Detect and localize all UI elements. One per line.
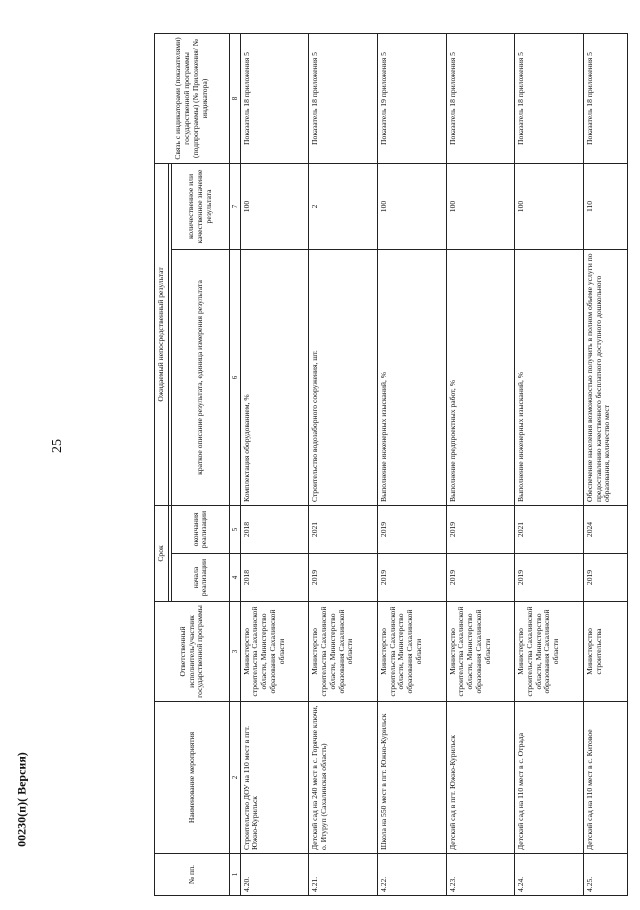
document-code: 00230(п)( Версия) (14, 752, 29, 847)
row-num: 4.24. (515, 854, 584, 896)
header-end: окончания реализации (171, 505, 229, 553)
row-end: 2018 (240, 505, 309, 553)
row-responsible: Министерство строительства Сахалинской области, Министерство образования Сахалинской области (378, 602, 447, 702)
row-link: Показатель 18 приложения 5 (515, 33, 584, 163)
row-link: Показатель 18 приложения 5 (583, 33, 627, 163)
row-responsible: Министерство строительства Сахалинской области, Министерство образования Сахалинской области (446, 602, 515, 702)
row-responsible: Министерство строительства Сахалинской области, Министерство образования Сахалинской области (240, 602, 309, 702)
row-brief: Обеспечение населения возможностью получить в полном объеме услуги по предоставлению качественного бесплатного доступного дошкольного образования, количество мест (583, 249, 627, 505)
table-row (309, 33, 378, 895)
row-end: 2021 (515, 505, 584, 553)
row-responsible: Министерство строительства Сахалинской области, Министерство образования Сахалинской области (515, 602, 584, 702)
header-result: Ожидаемый непосредственный результат (155, 163, 169, 505)
row-link: Показатель 19 приложения 5 (378, 33, 447, 163)
row-responsible: Министерство строительства (583, 602, 627, 702)
row-qty: 2 (309, 163, 378, 249)
header-link: Связь с индикаторами (показателями) государственной программы (подпрограммы) (№ Приложения/ № индикатора) (155, 33, 230, 163)
row-num: 4.21. (309, 854, 378, 896)
header-name: Наименование мероприятия (155, 702, 230, 854)
row-qty: 100 (378, 163, 447, 249)
row-start: 2019 (309, 554, 378, 602)
row-name: Школа на 550 мест в пгт. Южно-Курильск (378, 702, 447, 854)
table-row (240, 33, 309, 895)
table-row (583, 33, 627, 895)
header-num: № пп. (155, 854, 230, 896)
col-number: 7 (229, 163, 240, 249)
rotated-table-container (154, 34, 628, 896)
row-brief: Комплектация оборудованием, % (240, 249, 309, 505)
col-number: 6 (229, 249, 240, 505)
col-number: 4 (229, 554, 240, 602)
table-row (515, 33, 584, 895)
row-name: Детский сад на 240 мест в с. Горячие ключи, о. Итуруп (Сахалинская область) (309, 702, 378, 854)
row-num: 4.23. (446, 854, 515, 896)
row-qty: 110 (583, 163, 627, 249)
measures-table (154, 33, 628, 896)
row-num: 4.25. (583, 854, 627, 896)
row-name: Детский сад в пгт. Южно-Курильск (446, 702, 515, 854)
header-brief: краткое описание результата, единица измерения результата (171, 249, 229, 505)
row-end: 2019 (446, 505, 515, 553)
row-start: 2019 (446, 554, 515, 602)
col-number: 5 (229, 505, 240, 553)
row-link: Показатель 18 приложения 5 (309, 33, 378, 163)
col-number: 3 (229, 602, 240, 702)
row-num: 4.22. (378, 854, 447, 896)
header-start: начала реализации (171, 554, 229, 602)
col-number: 8 (229, 33, 240, 163)
row-link: Показатель 18 приложения 5 (240, 33, 309, 163)
row-end: 2019 (378, 505, 447, 553)
row-brief: Выполнение инженерных изысканий, % (515, 249, 584, 505)
row-name: Детский сад на 110 мест в с. Китовое (583, 702, 627, 854)
row-start: 2019 (583, 554, 627, 602)
table-row (378, 33, 447, 895)
row-end: 2021 (309, 505, 378, 553)
row-link: Показатель 18 приложения 5 (446, 33, 515, 163)
row-name: Строительство ДОУ на 110 мест в пгт. Южно-Курильск (240, 702, 309, 854)
page-number: 25 (50, 439, 65, 453)
header-term: Срок (155, 505, 169, 601)
table-row (446, 33, 515, 895)
header-qty: количественное или качественное значение результата (171, 163, 229, 249)
row-start: 2019 (515, 554, 584, 602)
row-end: 2024 (583, 505, 627, 553)
col-number: 2 (229, 702, 240, 854)
row-num: 4.20. (240, 854, 309, 896)
col-number: 1 (229, 854, 240, 896)
row-qty: 100 (515, 163, 584, 249)
row-qty: 100 (446, 163, 515, 249)
row-start: 2019 (378, 554, 447, 602)
row-brief: Выполнение инженерных изысканий, % (378, 249, 447, 505)
row-start: 2018 (240, 554, 309, 602)
row-qty: 100 (240, 163, 309, 249)
row-brief: Строительство водозаборного сооружения, шт. (309, 249, 378, 505)
row-responsible: Министерство строительства Сахалинской области, Министерство образования Сахалинской области (309, 602, 378, 702)
header-responsible: Ответственный исполнитель/участник государственной программы (155, 602, 230, 702)
row-name: Детский сад на 110 мест в с. Отрада (515, 702, 584, 854)
row-brief: Выполнение предпроектных работ, % (446, 249, 515, 505)
